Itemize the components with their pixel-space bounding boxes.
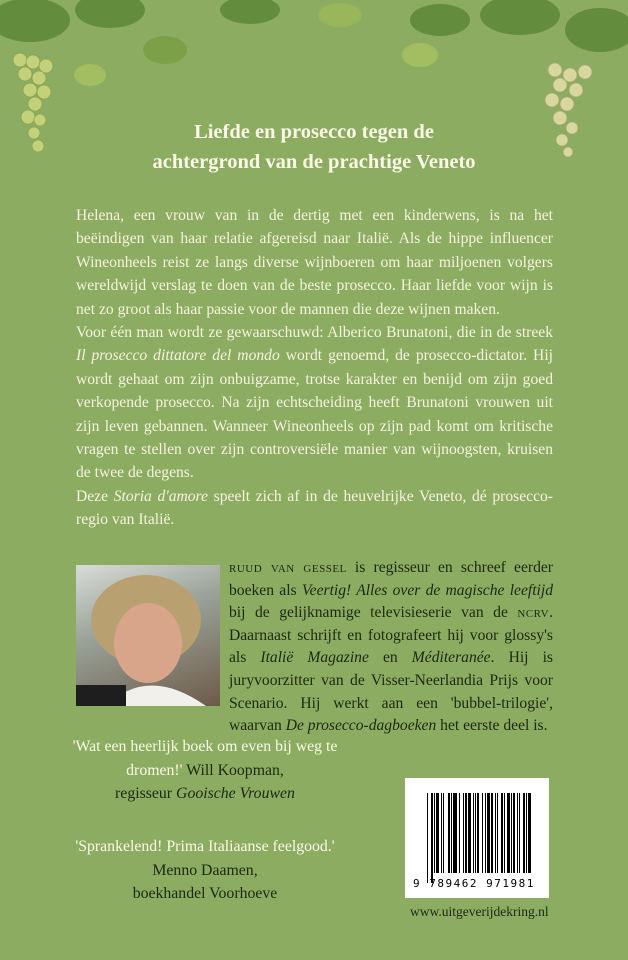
isbn-barcode [405,778,549,898]
barcode-bar [463,793,464,873]
barcode-bar [443,793,444,873]
barcode-bar [431,793,433,883]
text: en [368,649,412,667]
quote-author: Will Koopman, [182,761,284,779]
broadcaster-name: ncrv [517,604,550,622]
quote-text: 'Wat een heerlijk boek om even bij weg te dromen!' [72,738,338,779]
barcode-bar [517,793,518,873]
text: wordt genoemd, de prosecco-dictator. Hij wordt gehaat om zijn onbuigzame, trotse karakter en benijd om zijn goed verkopende prosecco. Na zijn echtscheiding heeft Brunatoni vrouwen uit zijn leven gebannen. Wanneer Wineonheels op zijn pad komt om kritische vragen te stellen over zijn controversiële manier van wijnoogsten, kruisen de twee de degens. [76,347,553,482]
quote-text: 'Sprankelend! Prima Italiaanse feelgood.' [75,838,335,855]
barcode-bar [495,793,496,873]
barcode-bar [519,793,520,873]
barcode-bar [451,793,452,873]
barcode-bar [504,793,505,873]
blurb-paragraph-2 [76,321,553,485]
italic-text: De prosecco-dagboeken [285,717,437,735]
barcode-bar [475,793,476,873]
review-quote-2 [60,835,350,906]
blurb-text [76,204,553,532]
italic-text: Veertig! Alles over de magische leeftijd [301,581,553,599]
barcode-bar [482,793,483,873]
text: is regisseur en schreef eerder boeken als [229,559,553,599]
italic-text: Italië Magazine [260,649,369,667]
author-bio [229,557,553,738]
barcode-bar [511,793,512,873]
quote-author: Menno Daamen, [152,861,258,879]
publisher-url: www.uitgeverijdekring.nl [410,904,549,919]
isbn-number: 9 789462 971981 [413,877,535,890]
text: bij de gelijknamige televisieserie van de [229,604,518,622]
author-photo [76,565,220,706]
barcode-bar [453,793,457,873]
barcode-bar [477,793,479,873]
text: . Hij is juryvoorzitter van de Visser-Neerlandia Prijs voor Scenario. Hij werkt aan een 'bubbel-trilogie', waarvan [229,649,553,735]
barcode-bar [497,793,498,873]
barcode-bar [513,793,515,873]
barcode-bar [441,793,442,873]
barcode-bar [487,793,490,873]
italic-text: Méditeranée [411,649,491,667]
blurb-paragraph-3 [76,485,553,532]
barcode-bar [465,793,467,873]
barcode-bar [501,793,503,873]
text: het eerste deel is. [436,717,548,735]
barcode-bar [427,793,428,883]
barcode-bar [468,793,471,873]
quote-role: boekhandel Voorhoeve [132,885,278,902]
barcode-bar [491,793,493,873]
headline-line-2: achtergrond van de prachtige Veneto [152,151,476,173]
italic-text: Il prosecco dittatore del mondo [76,347,280,365]
barcode-bar [523,793,525,873]
blurb-paragraph-1: Helena, een vrouw van in de dertig met een kinderwens, is na het beëindigen van haar relatie afgereisd naar Italië. Als de hippe influencer Wineonheels reist ze langs diverse wijnboeren om haar miljoenen volgers wereldwijd verslag te doen van de beste prosecco. Haar liefde voor wijn is net zo groot als haar passie voor de mannen die deze wijnen maken. [76,207,553,318]
barcode-bar [528,793,531,873]
cover-headline [0,117,628,177]
barcode-bar [473,793,474,873]
barcode-bar [459,793,460,873]
barcode-bar [485,793,486,873]
barcode-bar [526,793,527,873]
text: Deze [76,487,114,505]
quote-role: regisseur [115,785,177,802]
barcode-bar [434,793,435,873]
text: . Daarnaast schrijft en fotografeert hij voor glossy's als [229,604,553,667]
barcode-bar [507,793,510,873]
barcode-bar [436,793,439,873]
quote-role-italic: Gooische Vrouwen [176,785,295,802]
author-name: ruud van gessel [229,559,347,576]
review-quote-1 [60,735,350,806]
text: Voor één man wordt ze gewaarschuwd: Alberico Brunatoni, die in de streek [76,324,553,342]
italic-text: Storia d'amore [113,487,208,505]
barcode-bar [448,793,450,873]
text: speelt zich af in de heuvelrijke Veneto, dé prosecco-regio van Italië. [76,487,553,529]
headline-line-1: Liefde en prosecco tegen de [194,121,434,143]
